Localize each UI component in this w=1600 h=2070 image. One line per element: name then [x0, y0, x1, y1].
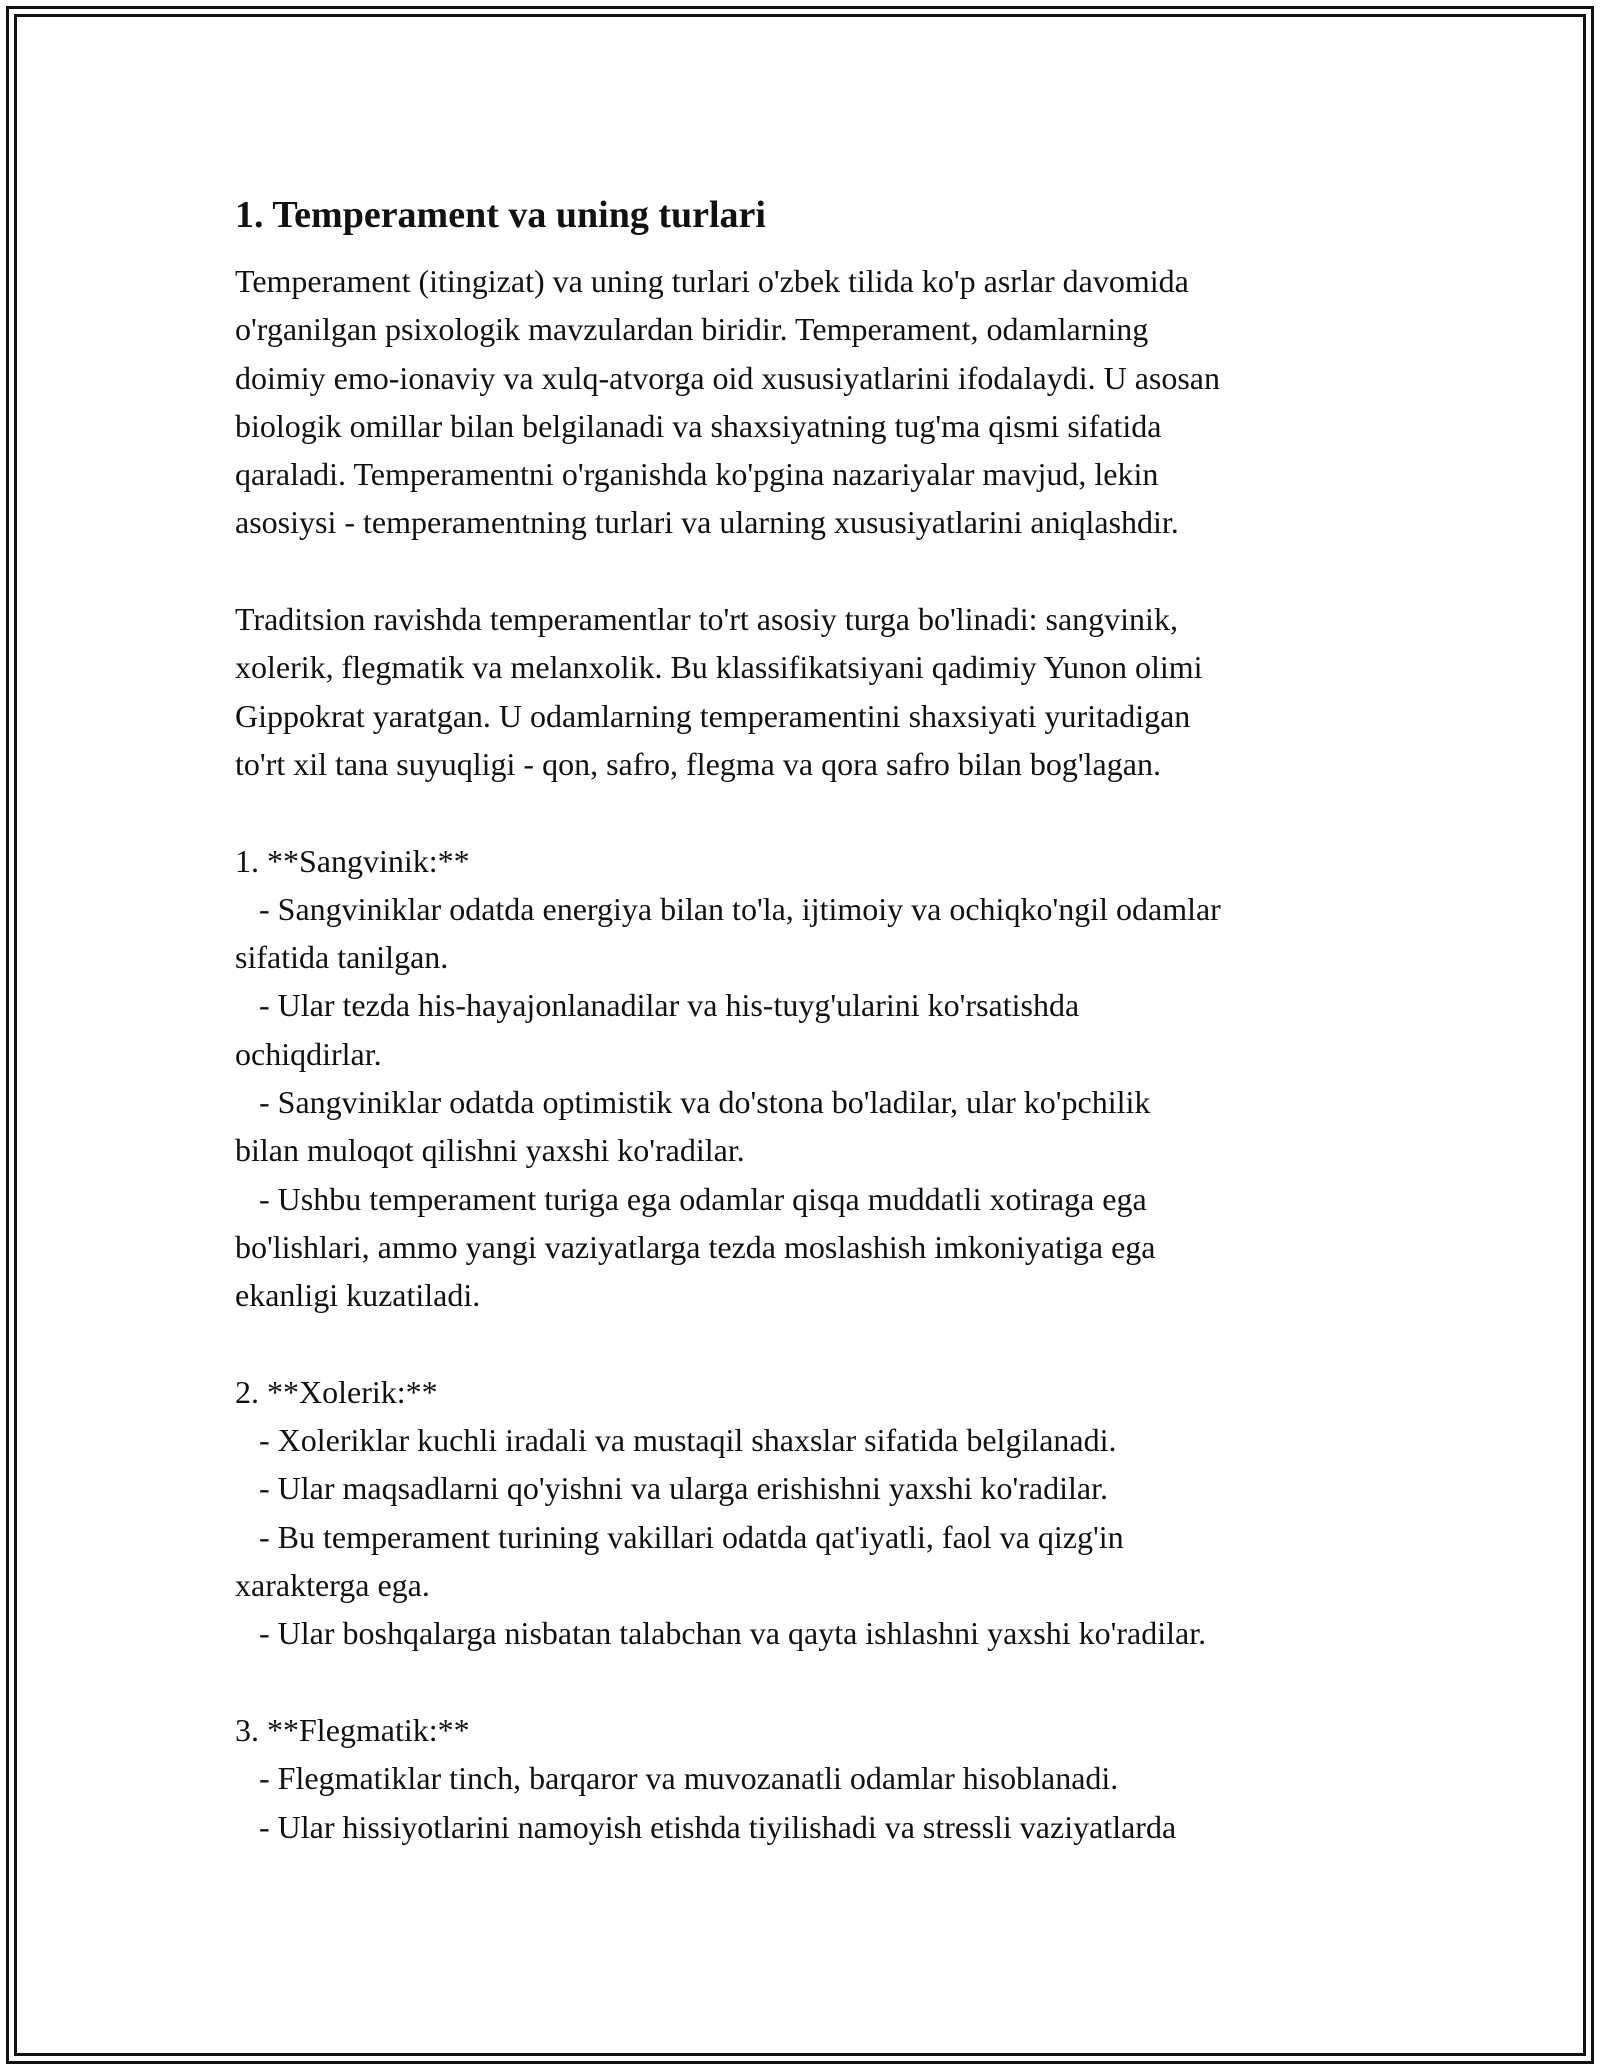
- text-line: xolerik, flegmatik va melanxolik. Bu klassifikatsiyani qadimiy Yunon olimi: [235, 649, 1203, 686]
- text-line: - Sangviniklar odatda energiya bilan to'la, ijtimoiy va ochiqko'ngil odamlar: [235, 890, 1221, 927]
- text-line: xarakterga ega.: [235, 1567, 430, 1604]
- list-heading-sangvinik: 1. **Sangvinik:**: [235, 842, 470, 879]
- blank-line: [235, 1320, 1395, 1368]
- text-line: - Flegmatiklar tinch, barqaror va muvozanatli odamlar hisoblanadi.: [235, 1760, 1119, 1797]
- list-heading-flegmatik: 3. **Flegmatik:**: [235, 1711, 470, 1748]
- text-line: - Ular tezda his-hayajonlanadilar va his-tuyg'ularini ko'rsatishda: [235, 987, 1080, 1024]
- text-line: - Bu temperament turining vakillari odatda qat'iyatli, faol va qizg'in: [235, 1518, 1124, 1555]
- list-heading-xolerik: 2. **Xolerik:**: [235, 1373, 438, 1410]
- text-line: ochiqdirlar.: [235, 1035, 382, 1072]
- text-line: bilan muloqot qilishni yaxshi ko'radilar.: [235, 1132, 745, 1169]
- text-line: doimiy emo-ionaviy va xulq-atvorga oid xususiyatlarini ifodalaydi. U asosan: [235, 359, 1220, 396]
- text-line: - Ular maqsadlarni qo'yishni va ularga erishishni yaxshi ko'radilar.: [235, 1470, 1108, 1507]
- text-line: - Sangviniklar odatda optimistik va do'stona bo'ladilar, ular ko'pchilik: [235, 1084, 1151, 1121]
- blank-line: [235, 547, 1395, 595]
- text-line: - Ular hissiyotlarini namoyish etishda tiyilishadi va stressli vaziyatlarda: [235, 1808, 1177, 1845]
- text-line: qaraladi. Temperamentni o'rganishda ko'pgina nazariyalar mavjud, lekin: [235, 456, 1159, 493]
- text-line: to'rt xil tana suyuqligi - qon, safro, flegma va qora safro bilan bog'lagan.: [235, 745, 1161, 782]
- text-line: bo'lishlari, ammo yangi vaziyatlarga tezda moslashish imkoniyatiga ega: [235, 1228, 1156, 1265]
- text-line: - Ular boshqalarga nisbatan talabchan va qayta ishlashni yaxshi ko'radilar.: [235, 1615, 1207, 1652]
- text-line: Temperament (itingizat) va uning turlari o'zbek tilida ko'p asrlar davomida: [235, 263, 1189, 299]
- text-line: - Xoleriklar kuchli iradali va mustaqil shaxslar sifatida belgilanadi.: [235, 1422, 1117, 1459]
- text-line: o'rganilgan psixologik mavzulardan biridir. Temperament, odamlarning: [235, 311, 1149, 348]
- text-line: biologik omillar bilan belgilanadi va shaxsiyatning tug'ma qismi sifatida: [235, 407, 1162, 444]
- blank-line: [235, 788, 1395, 836]
- text-line: Gippokrat yaratgan. U odamlarning temperamentini shaxsiyati yuritadigan: [235, 697, 1191, 734]
- text-line: sifatida tanilgan.: [235, 939, 449, 976]
- document-title: 1. Temperament va uning turlari: [235, 194, 766, 236]
- text-line: asosiysi - temperamentning turlari va ularning xususiyatlarini aniqlashdir.: [235, 504, 1179, 541]
- document-body: [235, 257, 1395, 1851]
- text-line: ekanligi kuzatiladi.: [235, 1277, 481, 1314]
- document-page: [235, 185, 1395, 1851]
- blank-line: [235, 1658, 1395, 1706]
- text-line: - Ushbu temperament turiga ega odamlar qisqa muddatli xotiraga ega: [235, 1180, 1147, 1217]
- text-line: Traditsion ravishda temperamentlar to'rt asosiy turga bo'linadi: sangvinik,: [235, 601, 1178, 638]
